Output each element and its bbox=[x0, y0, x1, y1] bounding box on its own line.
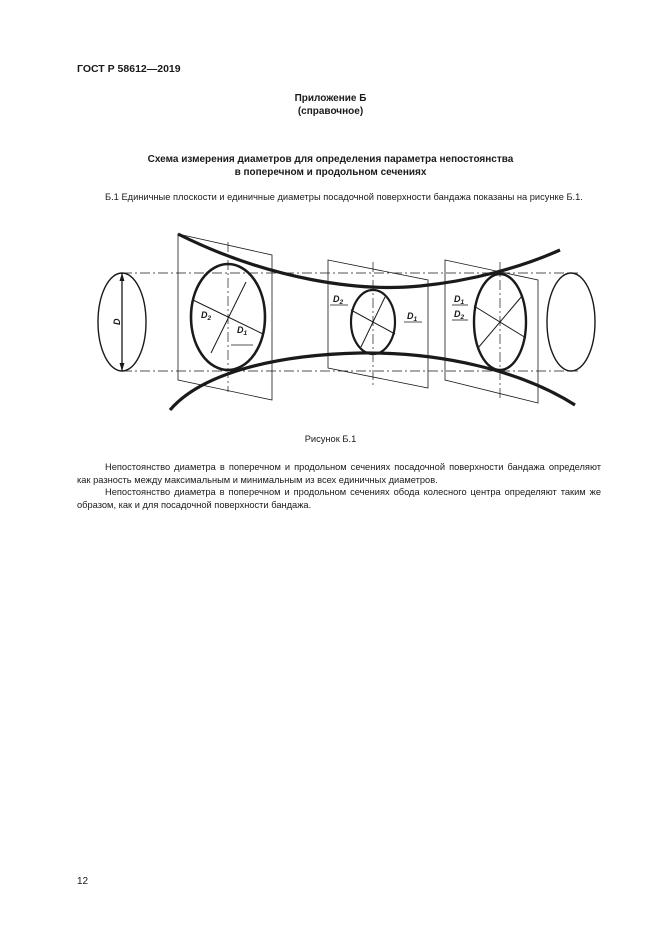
middle-plane bbox=[328, 260, 428, 388]
label-right-d2: $D_2$ bbox=[454, 309, 465, 321]
paragraph-2-text: Непостоянство диаметра в поперечном и продольном сечениях посадочной поверхности бандажа определяют как разность между максимальным и минимальным из всех единичных диаметров. bbox=[77, 462, 601, 485]
label-middle-d1: $D_1$ bbox=[407, 311, 418, 323]
label-left-d1: $D_1$ bbox=[237, 325, 248, 337]
page-number: 12 bbox=[77, 876, 89, 887]
right-end-ellipse bbox=[547, 273, 595, 371]
paragraph-3 bbox=[77, 486, 601, 511]
upper-surface-curve bbox=[178, 234, 560, 287]
section-title-line2: в поперечном и продольном сечениях bbox=[234, 167, 427, 178]
paragraph-b1-text: Б.1 Единичные плоскости и единичные диаметры посадочной поверхности бандажа показаны на рисунке Б.1. bbox=[105, 192, 583, 202]
label-d: D bbox=[112, 318, 122, 325]
section-title-line1: Схема измерения диаметров для определения параметра непостоянства bbox=[147, 154, 514, 165]
annex-subtitle: (справочное) bbox=[297, 106, 364, 117]
label-right-d1: $D_1$ bbox=[454, 294, 465, 306]
standard-code: ГОСТ Р 58612—2019 bbox=[77, 63, 181, 75]
label-left-d2: $D_2$ bbox=[201, 310, 212, 322]
label-middle-d2: $D_2$ bbox=[333, 294, 344, 306]
figure-caption: Рисунок Б.1 bbox=[304, 434, 357, 444]
annex-title: Приложение Б bbox=[294, 93, 367, 104]
paragraph-2 bbox=[77, 461, 601, 486]
paragraph-3-text: Непостоянство диаметра в поперечном и продольном сечениях обода колесного центра определяют таким же образом, как и для посадочной поверхности бандажа. bbox=[77, 487, 601, 510]
